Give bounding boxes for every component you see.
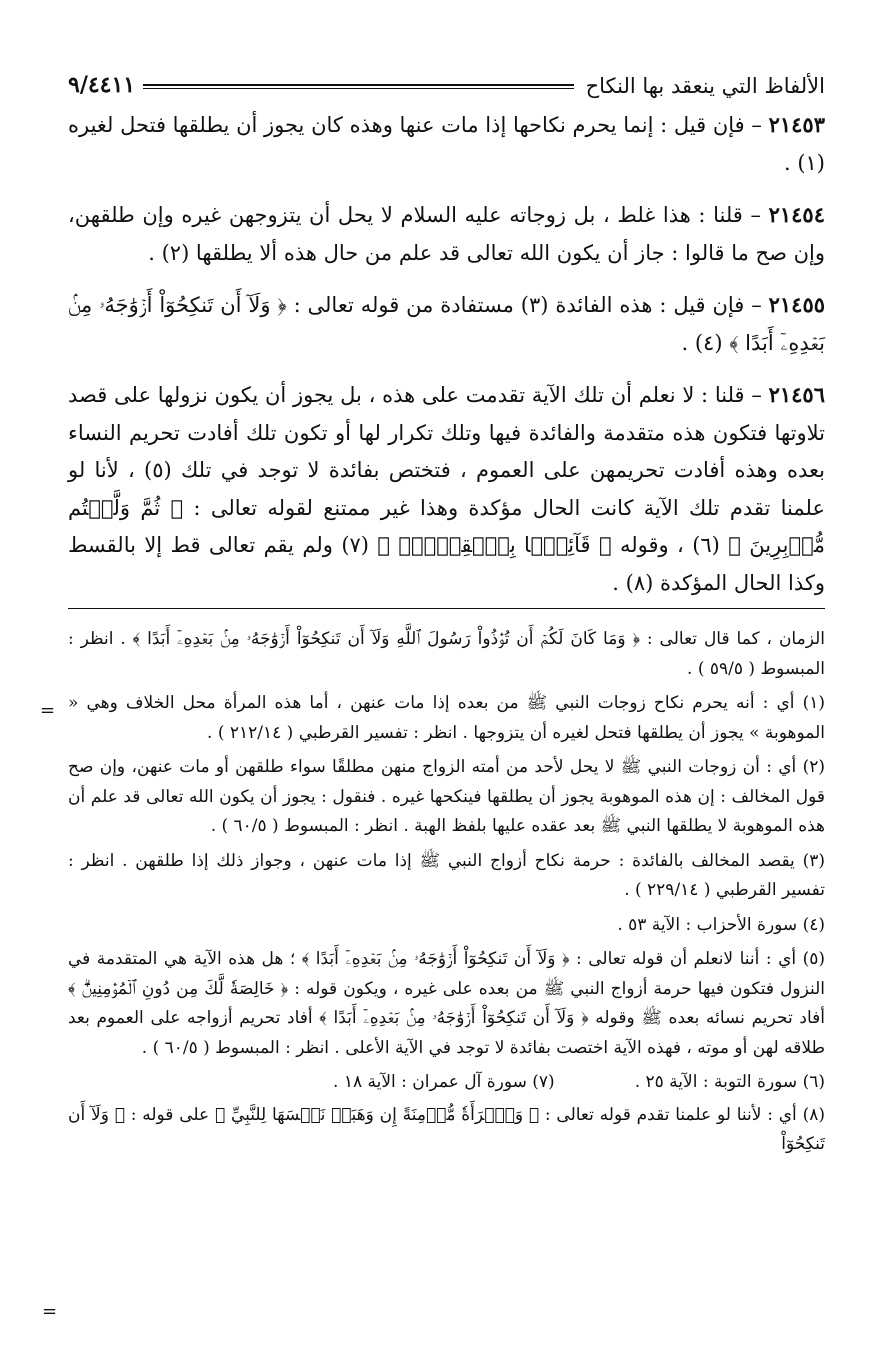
- continuation-mark-top: =: [40, 700, 56, 721]
- footnote-5: (٥) أي : أننا لانعلم أن قوله تعالى : ﴿ وَلَآ أَن تَنكِحُوٓاْ أَزۡوَٰجَهُۥ مِنۢ بَعۡدِهِۦٓ أَبَدًا ﴾ ؛ هل هذه الآية هي المتقدمة في النزول فتكون فيها حرمة أزواج النبي ﷺ من بعده على غيره ، ويكون قوله : ﴿ خَالِصَةٗ لَّكَ مِن دُونِ ٱلۡمُؤۡمِنِينَۗ ﴾ أفاد تحريم نسائه بعده ﷺ وقوله ﴿ وَلَآ أَن تَنكِحُوٓاْ أَزۡوَٰجَهُۥ مِنۢ بَعۡدِهِۦٓ أَبَدًا ﴾ أفاد تحريم أزواجه على العموم بعد طلاقه لهن أو موته ، فهذه الآية اختصت بفائدة لا توجد في الآية الأعلى . انظر : المبسوط ( ٦٠/٥ ) .: [68, 949, 825, 1058]
- footnote-2: (٢) أي : أن زوجات النبي ﷺ لا يحل لأحد من أمته الزواج منهن مطلقًا سواء طلقهن أو مات عنهن، وإن صح قول المخالف : إن هذه الموهوبة يجوز أن يطلقها فينكحها غيره . فنقول : يجوز أن يكون الله تعالى قد علم أن هذه الموهوبة لا يطلقها النبي ﷺ بعد عقده عليها بلفظ الهبة . انظر : المبسوط ( ٦٠/٥ ) .: [68, 757, 825, 836]
- footnote-8: (٨) أي : لأننا لو علمنا تقدم قوله تعالى : ﴿ وَٱمۡرَأَةٗ مُّؤۡمِنَةً إِن وَهَبَتۡ نَفۡسَهَا لِلنَّبِيِّ ﴾ على قوله : ﴿ وَلَآ أَن تَنكِحُوٓاْ: [68, 1104, 825, 1154]
- paragraph-text: – قلنا : لا نعلم أن تلك الآية تقدمت على هذه ، بل يجوز أن يكون نزولها على قصد تلاوتها فتكون هذه متقدمة والفائدة فيها وتلك تكرار لها أو تكون تلك أفادت تحريم النساء بعده وهذه أفادت تحريمهن على العموم ، فتختص بفائدة لا توجد في تلك (٥) ، لأنا لو علمنا تقدم تلك الآية كانت الحال مؤكدة وهذا غير ممتنع لقوله تعالى : ﴿ ثُمَّ وَلَّيۡتُم مُّدۡبِرِينَ ﴾ (٦) ، وقوله ﴿ قَآئِمَۢا بِٱلۡقِسۡطِۚ ﴾ (٧) ولم يقم تعالى قط إلا بالقسط وكذا الحال المؤكدة (٨) .: [68, 383, 825, 595]
- page-number: ٩/٤٤١١: [68, 72, 136, 98]
- footnote-1: (١) أي : أنه يحرم نكاح زوجات النبي ﷺ من بعده إذا مات عنهن ، أما هذه المرأة محل الخلاف وهي « الموهوبة » يجوز أن يطلقها فتحل لغيره أن يتزوجها . انظر : تفسير القرطبي ( ٢١٢/١٤ ) .: [68, 693, 825, 743]
- paragraph-21453: [68, 106, 825, 182]
- footnote-continued: الزمان ، كما قال تعالى : ﴿ وَمَا كَانَ لَكُمۡ أَن تُؤۡذُواْ رَسُولَ ٱللَّهِ وَلَآ أَن تَنكِحُوٓاْ أَزۡوَٰجَهُۥ مِنۢ بَعۡدِهِۦٓ أَبَدًا ﴾ . انظر : المبسوط ( ٥٩/٥ ) .: [68, 629, 825, 679]
- paragraph-number: ٢١٤٥٦: [768, 382, 825, 407]
- paragraph-21455: [68, 286, 825, 362]
- paragraph-text: – فإن قيل : هذه الفائدة (٣) مستفادة من قوله تعالى : ﴿ وَلَآ أَن تَنكِحُوٓاْ أَزۡوَٰجَهُۥ مِنۢ بَعۡدِهِۦٓ أَبَدًا ﴾ (٤) .: [68, 293, 825, 355]
- paragraph-number: ٢١٤٥٤: [768, 202, 825, 227]
- running-header: [68, 58, 825, 98]
- paragraph-21456: [68, 376, 825, 602]
- paragraph-text: – قلنا : هذا غلط ، بل زوجاته عليه السلام لا يحل أن يتزوجهن غيره وإن طلقهن، وإن صح ما قالوا : جاز أن يكون الله تعالى قد علم من حال هذه ألا يطلقها (٢) .: [68, 203, 825, 265]
- footnotes-6-7: [68, 1068, 825, 1098]
- continuation-mark-bottom: =: [42, 1301, 58, 1322]
- main-text: [68, 106, 825, 609]
- paragraph-number: ٢١٤٥٥: [768, 292, 826, 317]
- footnote-4: (٤) سورة الأحزاب : الآية ٥٣ .: [617, 914, 825, 935]
- footnotes: [68, 625, 825, 1160]
- paragraph-number: ٢١٤٥٣: [768, 112, 825, 137]
- footnote-6: (٦) سورة التوبة : الآية ٢٥ .: [634, 1072, 825, 1092]
- paragraph-text: – فإن قيل : إنما يحرم نكاحها إذا مات عنها وهذه كان يجوز أن يطلقها فتحل لغيره (١) .: [68, 113, 825, 175]
- footnote-3: (٣) يقصد المخالف بالفائدة : حرمة نكاح أزواج النبي ﷺ إذا مات عنهن ، وجواز ذلك إذا طلقهن . انظر : تفسير القرطبي ( ٢٢٩/١٤ ) .: [68, 850, 825, 900]
- footnote-7: (٧) سورة آل عمران : الآية ١٨ .: [333, 1072, 555, 1092]
- main-text-underline: [68, 608, 825, 609]
- header-title: الألفاظ التي ينعقد بها النكاح: [585, 74, 825, 98]
- paragraph-21454: [68, 196, 825, 272]
- header-rule: [143, 84, 573, 89]
